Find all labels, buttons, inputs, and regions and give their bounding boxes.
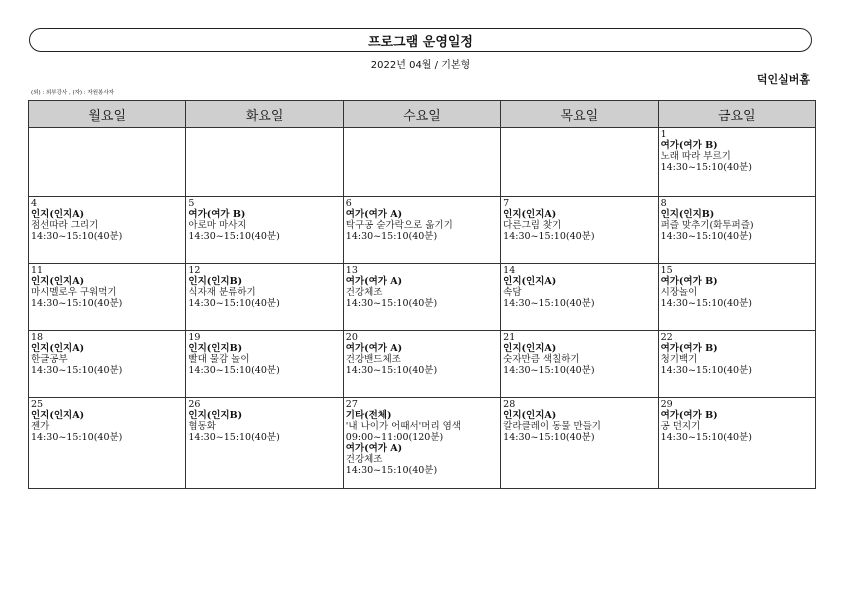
day-number: 7 bbox=[503, 198, 510, 209]
program-activity: 속담 bbox=[503, 287, 522, 298]
day-number: 4 bbox=[31, 198, 38, 209]
program-activity: 건강체조 bbox=[345, 287, 383, 298]
program-category: 인지(인지B) bbox=[660, 209, 715, 220]
program-category: 인지(인지A) bbox=[503, 209, 557, 220]
weekday-header: 수요일 bbox=[343, 101, 500, 128]
program-category: 인지(인지A) bbox=[31, 276, 85, 287]
program-category: 여가(여가 B) bbox=[660, 140, 718, 151]
legend-note: (외) : 외부강사 , (자) : 자원봉사자 bbox=[31, 90, 114, 96]
day-number: 14 bbox=[503, 265, 516, 276]
program-category: 인지(인지B) bbox=[188, 276, 243, 287]
program-activity: 협동화 bbox=[188, 421, 216, 432]
day-cell bbox=[186, 197, 343, 264]
program-time: 14:30~15:10(40분) bbox=[188, 432, 280, 443]
program-activity: 빨대 물감 놀이 bbox=[188, 354, 250, 365]
day-number: 1 bbox=[660, 129, 667, 140]
program-activity: 칼라클레이 동물 만들기 bbox=[503, 421, 601, 432]
program-time: 14:30~15:10(40분) bbox=[345, 231, 438, 242]
day-cell bbox=[29, 128, 186, 197]
weekday-header: 금요일 bbox=[658, 101, 815, 128]
program-time: 14:30~15:10(40분) bbox=[31, 365, 123, 376]
program-activity: 한글공부 bbox=[31, 354, 68, 365]
day-cell bbox=[501, 197, 658, 264]
day-number: 15 bbox=[660, 265, 673, 276]
program-category: 인지(인지A) bbox=[503, 276, 557, 287]
program-category: 기타(전체) bbox=[345, 410, 392, 421]
program-category: 여가(여가 A) bbox=[345, 209, 403, 220]
program-category: 인지(인지B) bbox=[188, 343, 243, 354]
program-activity: 노래 따라 부르기 bbox=[660, 151, 731, 162]
organization-name: 덕인실버홈 bbox=[756, 73, 810, 86]
program-category: 인지(인지A) bbox=[31, 209, 85, 220]
program-activity: 시장놀이 bbox=[660, 287, 698, 298]
day-cell bbox=[343, 398, 500, 489]
program-activity: 마시멜로우 구워먹기 bbox=[31, 287, 117, 298]
day-cell bbox=[29, 398, 186, 489]
day-cell bbox=[501, 398, 658, 489]
day-cell bbox=[658, 264, 815, 331]
page-title: 프로그램 운영일정 bbox=[368, 34, 473, 50]
program-activity: 공 던지기 bbox=[660, 421, 701, 432]
day-cell bbox=[186, 128, 343, 197]
program-category: 인지(인지B) bbox=[188, 410, 243, 421]
program-activity: 퍼즐 맞추기(화투퍼즐) bbox=[660, 220, 754, 231]
program-time: 14:30~15:10(40분) bbox=[660, 162, 752, 173]
program-time: 14:30~15:10(40분) bbox=[31, 298, 123, 309]
program-activity: 청기백기 bbox=[660, 354, 698, 365]
day-number: 20 bbox=[345, 332, 358, 343]
day-cell bbox=[343, 197, 500, 264]
schedule-calendar bbox=[28, 100, 816, 489]
week-row bbox=[29, 128, 816, 197]
program-time: 14:30~15:10(40분) bbox=[31, 432, 123, 443]
program-category: 인지(인지A) bbox=[503, 343, 557, 354]
program-time: 14:30~15:10(40분) bbox=[188, 298, 280, 309]
day-cell bbox=[658, 331, 815, 398]
weekday-header-row bbox=[29, 101, 816, 128]
week-row bbox=[29, 398, 816, 489]
day-number: 11 bbox=[31, 265, 44, 276]
title-bar bbox=[29, 28, 812, 52]
program-activity: '내 나이가 어때서'머리 염색 bbox=[345, 421, 462, 432]
weekday-header: 화요일 bbox=[186, 101, 343, 128]
program-time: 14:30~15:10(40분) bbox=[345, 365, 438, 376]
program-time: 14:30~15:10(40분) bbox=[188, 365, 280, 376]
program-time: 14:30~15:10(40분) bbox=[660, 231, 752, 242]
program-time: 14:30~15:10(40분) bbox=[345, 465, 438, 476]
day-cell bbox=[186, 264, 343, 331]
program-category: 여가(여가 B) bbox=[660, 276, 718, 287]
program-activity: 건강밴드체조 bbox=[345, 354, 401, 365]
day-cell bbox=[343, 128, 500, 197]
program-time: 14:30~15:10(40분) bbox=[660, 432, 752, 443]
day-number: 26 bbox=[188, 399, 201, 410]
program-category: 여가(여가 B) bbox=[188, 209, 246, 220]
weekday-header: 목요일 bbox=[501, 101, 658, 128]
day-number: 25 bbox=[31, 399, 44, 410]
program-activity: 건강체조 bbox=[345, 454, 383, 465]
program-category: 여가(여가 B) bbox=[660, 410, 718, 421]
program-activity: 아로마 마사지 bbox=[188, 220, 247, 231]
day-number: 19 bbox=[188, 332, 201, 343]
program-time: 14:30~15:10(40분) bbox=[503, 365, 595, 376]
program-time: 14:30~15:10(40분) bbox=[503, 432, 595, 443]
day-number: 22 bbox=[660, 332, 673, 343]
day-cell bbox=[343, 331, 500, 398]
program-category: 인지(인지A) bbox=[31, 410, 85, 421]
day-number: 29 bbox=[660, 399, 673, 410]
program-category: 여가(여가 A) bbox=[345, 276, 403, 287]
program-activity: 탁구공 숟가락으로 옮기기 bbox=[345, 220, 453, 231]
day-number: 12 bbox=[188, 265, 201, 276]
day-cell bbox=[658, 398, 815, 489]
day-number: 6 bbox=[345, 198, 352, 209]
program-category: 여가(여가 A) bbox=[345, 343, 403, 354]
day-number: 21 bbox=[503, 332, 516, 343]
day-number: 13 bbox=[345, 265, 358, 276]
week-row bbox=[29, 331, 816, 398]
program-activity: 식자재 분류하기 bbox=[188, 287, 256, 298]
program-time: 14:30~15:10(40분) bbox=[345, 298, 438, 309]
program-time: 09:00~11:00(120분) bbox=[345, 432, 444, 443]
program-time: 14:30~15:10(40분) bbox=[503, 298, 595, 309]
page-subtitle: 2022년 04월 / 기본형 bbox=[370, 60, 471, 71]
week-row bbox=[29, 197, 816, 264]
program-activity: 숫자만큼 색칠하기 bbox=[503, 354, 580, 365]
day-cell bbox=[186, 331, 343, 398]
program-activity: 다른그림 찾기 bbox=[503, 220, 562, 231]
program-time: 14:30~15:10(40분) bbox=[503, 231, 595, 242]
program-time: 14:30~15:10(40분) bbox=[188, 231, 280, 242]
day-cell bbox=[29, 331, 186, 398]
program-activity: 젠가 bbox=[31, 421, 50, 432]
day-cell bbox=[501, 331, 658, 398]
program-time: 14:30~15:10(40분) bbox=[660, 298, 752, 309]
day-number: 5 bbox=[188, 198, 195, 209]
day-cell bbox=[501, 128, 658, 197]
program-category: 인지(인지A) bbox=[31, 343, 85, 354]
program-category: 여가(여가 B) bbox=[660, 343, 718, 354]
weekday-header: 월요일 bbox=[29, 101, 186, 128]
day-cell bbox=[658, 128, 815, 197]
day-cell bbox=[501, 264, 658, 331]
day-cell bbox=[29, 197, 186, 264]
program-time: 14:30~15:10(40분) bbox=[660, 365, 752, 376]
program-category: 여가(여가 A) bbox=[345, 443, 403, 454]
week-row bbox=[29, 264, 816, 331]
program-activity: 점선따라 그리기 bbox=[31, 220, 99, 231]
day-number: 18 bbox=[31, 332, 44, 343]
day-cell bbox=[343, 264, 500, 331]
program-time: 14:30~15:10(40분) bbox=[31, 231, 123, 242]
day-cell bbox=[186, 398, 343, 489]
day-number: 28 bbox=[503, 399, 516, 410]
day-number: 8 bbox=[660, 198, 667, 209]
day-cell bbox=[658, 197, 815, 264]
day-number: 27 bbox=[345, 399, 358, 410]
day-cell bbox=[29, 264, 186, 331]
calendar-body bbox=[29, 128, 816, 489]
program-category: 인지(인지A) bbox=[503, 410, 557, 421]
